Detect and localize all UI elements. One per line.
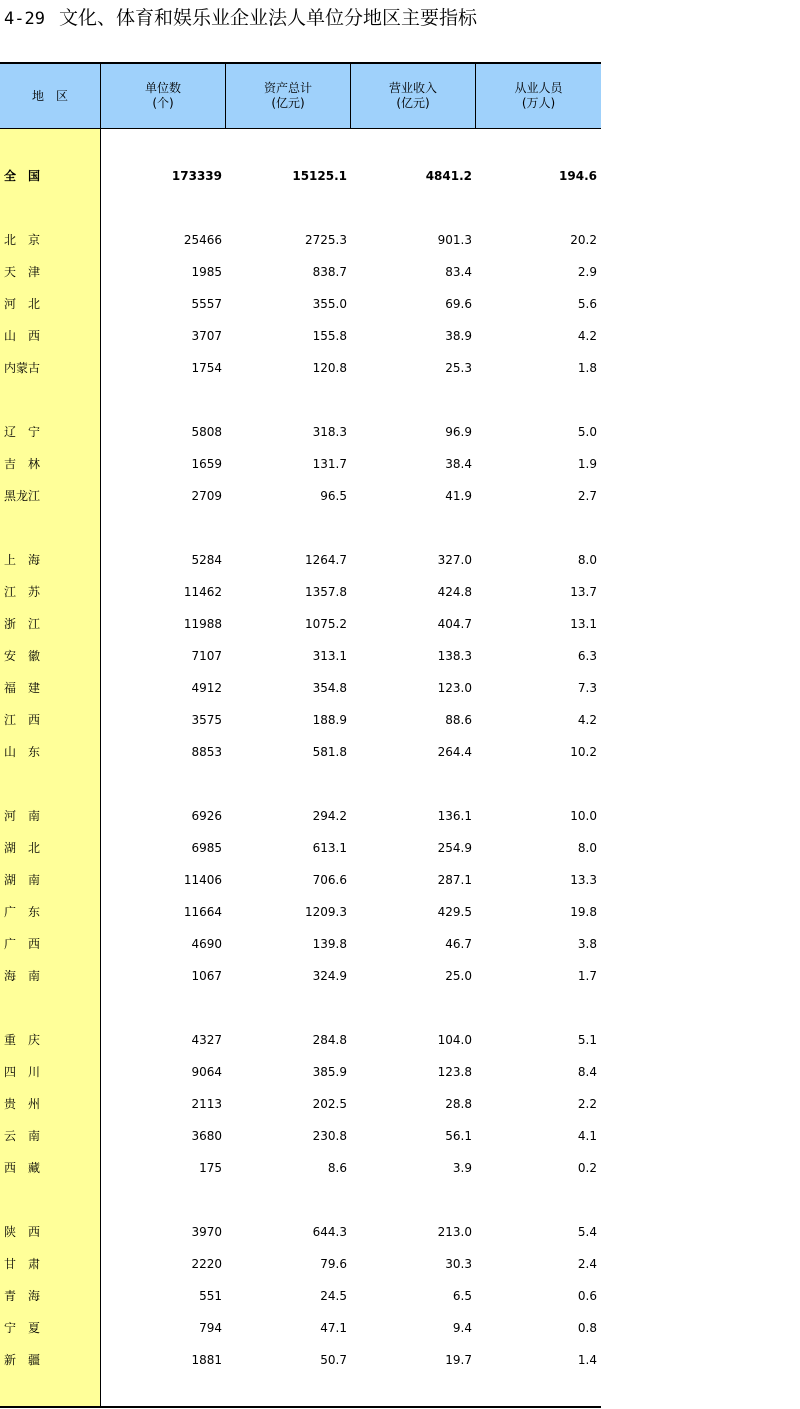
cell-units: 25466 bbox=[183, 233, 222, 247]
cell-assets: 355.0 bbox=[312, 297, 347, 311]
cell-assets: 96.5 bbox=[320, 489, 347, 503]
cell-employees: 6.3 bbox=[577, 649, 597, 663]
region-name: 重 庆 bbox=[4, 1033, 41, 1047]
region-name: 四 川 bbox=[4, 1065, 41, 1079]
cell-employees: 2.9 bbox=[577, 265, 597, 279]
cell-units: 794 bbox=[199, 1321, 222, 1335]
table-row bbox=[0, 358, 601, 378]
table-header bbox=[0, 64, 601, 129]
cell-employees: 194.6 bbox=[559, 169, 597, 183]
region-name: 甘 肃 bbox=[4, 1257, 41, 1271]
header-divider bbox=[475, 64, 476, 128]
region-name: 广 东 bbox=[4, 905, 41, 919]
cell-revenue: 38.9 bbox=[445, 329, 472, 343]
data-table bbox=[0, 62, 601, 1409]
cell-revenue: 19.7 bbox=[445, 1353, 472, 1367]
header-divider bbox=[350, 64, 351, 128]
cell-revenue: 424.8 bbox=[437, 585, 472, 599]
cell-employees: 3.8 bbox=[577, 937, 597, 951]
table-row bbox=[0, 678, 601, 698]
region-name: 江 苏 bbox=[4, 585, 41, 599]
region-name: 上 海 bbox=[4, 553, 41, 567]
cell-assets: 47.1 bbox=[320, 1321, 347, 1335]
cell-units: 3680 bbox=[191, 1129, 222, 1143]
region-name: 宁 夏 bbox=[4, 1321, 41, 1335]
table-title bbox=[4, 4, 477, 32]
table-row bbox=[0, 742, 601, 762]
cell-revenue: 4841.2 bbox=[425, 169, 472, 183]
cell-assets: 284.8 bbox=[312, 1033, 347, 1047]
table-title-text: 文化、体育和娱乐业企业法人单位分地区主要指标 bbox=[58, 7, 477, 29]
table-row bbox=[0, 454, 601, 474]
cell-revenue: 56.1 bbox=[445, 1129, 472, 1143]
cell-units: 11988 bbox=[183, 617, 222, 631]
cell-assets: 131.7 bbox=[312, 457, 347, 471]
cell-revenue: 38.4 bbox=[445, 457, 472, 471]
cell-units: 5557 bbox=[191, 297, 222, 311]
cell-assets: 838.7 bbox=[312, 265, 347, 279]
cell-revenue: 3.9 bbox=[452, 1161, 472, 1175]
cell-assets: 1264.7 bbox=[305, 553, 347, 567]
region-name: 安 徽 bbox=[4, 649, 41, 663]
cell-revenue: 264.4 bbox=[437, 745, 472, 759]
cell-units: 3970 bbox=[191, 1225, 222, 1239]
cell-employees: 13.7 bbox=[570, 585, 597, 599]
cell-employees: 13.1 bbox=[570, 617, 597, 631]
cell-assets: 202.5 bbox=[312, 1097, 347, 1111]
cell-units: 11406 bbox=[183, 873, 222, 887]
table-row bbox=[0, 1222, 601, 1242]
cell-units: 2113 bbox=[191, 1097, 222, 1111]
cell-assets: 50.7 bbox=[320, 1353, 347, 1367]
cell-assets: 706.6 bbox=[312, 873, 347, 887]
cell-units: 551 bbox=[199, 1289, 222, 1303]
table-row bbox=[0, 966, 601, 986]
cell-employees: 13.3 bbox=[570, 873, 597, 887]
header-revenue bbox=[351, 64, 475, 128]
cell-assets: 24.5 bbox=[320, 1289, 347, 1303]
cell-assets: 318.3 bbox=[312, 425, 347, 439]
table-row bbox=[0, 1094, 601, 1114]
cell-assets: 230.8 bbox=[312, 1129, 347, 1143]
table-row bbox=[0, 582, 601, 602]
cell-revenue: 136.1 bbox=[437, 809, 472, 823]
header-assets-label: 资产总计 bbox=[263, 81, 312, 95]
cell-employees: 4.2 bbox=[577, 713, 597, 727]
table-bottom-rule bbox=[0, 1406, 601, 1408]
region-name: 辽 宁 bbox=[4, 425, 41, 439]
table-row bbox=[0, 1350, 601, 1370]
table-row bbox=[0, 326, 601, 346]
cell-employees: 1.4 bbox=[577, 1353, 597, 1367]
table-row bbox=[0, 806, 601, 826]
cell-assets: 644.3 bbox=[312, 1225, 347, 1239]
cell-revenue: 9.4 bbox=[452, 1321, 472, 1335]
table-row bbox=[0, 1318, 601, 1338]
region-name: 天 津 bbox=[4, 265, 41, 279]
header-employees-label: 从业人员 bbox=[514, 81, 563, 95]
header-units bbox=[101, 64, 225, 128]
cell-employees: 5.1 bbox=[577, 1033, 597, 1047]
region-name: 河 北 bbox=[4, 297, 41, 311]
cell-revenue: 901.3 bbox=[437, 233, 472, 247]
cell-assets: 313.1 bbox=[312, 649, 347, 663]
cell-employees: 19.8 bbox=[570, 905, 597, 919]
region-name: 黑龙江 bbox=[4, 489, 41, 503]
region-name: 西 藏 bbox=[4, 1161, 41, 1175]
cell-assets: 8.6 bbox=[327, 1161, 347, 1175]
cell-employees: 20.2 bbox=[570, 233, 597, 247]
region-name: 山 东 bbox=[4, 745, 41, 759]
region-name: 海 南 bbox=[4, 969, 41, 983]
total-row bbox=[0, 166, 601, 186]
cell-units: 3575 bbox=[191, 713, 222, 727]
region-name: 云 南 bbox=[4, 1129, 41, 1143]
table-row bbox=[0, 262, 601, 282]
cell-revenue: 88.6 bbox=[445, 713, 472, 727]
region-name: 福 建 bbox=[4, 681, 41, 695]
cell-units: 1754 bbox=[191, 361, 222, 375]
region-name: 陕 西 bbox=[4, 1225, 41, 1239]
cell-assets: 2725.3 bbox=[305, 233, 347, 247]
cell-units: 9064 bbox=[191, 1065, 222, 1079]
cell-assets: 139.8 bbox=[312, 937, 347, 951]
cell-revenue: 123.0 bbox=[437, 681, 472, 695]
cell-employees: 7.3 bbox=[577, 681, 597, 695]
cell-revenue: 6.5 bbox=[452, 1289, 472, 1303]
region-column-background bbox=[0, 129, 100, 1406]
cell-revenue: 213.0 bbox=[437, 1225, 472, 1239]
cell-assets: 120.8 bbox=[312, 361, 347, 375]
cell-assets: 15125.1 bbox=[292, 169, 347, 183]
cell-employees: 4.2 bbox=[577, 329, 597, 343]
region-column-divider bbox=[100, 129, 101, 1406]
cell-units: 175 bbox=[199, 1161, 222, 1175]
cell-employees: 2.2 bbox=[577, 1097, 597, 1111]
cell-assets: 581.8 bbox=[312, 745, 347, 759]
region-name: 广 西 bbox=[4, 937, 41, 951]
header-employees-unit: (万人) bbox=[521, 96, 556, 110]
region-name: 内蒙古 bbox=[4, 361, 41, 375]
table-row bbox=[0, 230, 601, 250]
table-row bbox=[0, 1126, 601, 1146]
cell-assets: 1209.3 bbox=[305, 905, 347, 919]
cell-employees: 2.7 bbox=[577, 489, 597, 503]
cell-employees: 5.0 bbox=[577, 425, 597, 439]
table-row bbox=[0, 1062, 601, 1082]
table-row bbox=[0, 1254, 601, 1274]
cell-units: 173339 bbox=[171, 169, 222, 183]
cell-assets: 1357.8 bbox=[305, 585, 347, 599]
region-name: 浙 江 bbox=[4, 617, 41, 631]
cell-revenue: 254.9 bbox=[437, 841, 472, 855]
cell-employees: 2.4 bbox=[577, 1257, 597, 1271]
cell-assets: 354.8 bbox=[312, 681, 347, 695]
cell-employees: 8.4 bbox=[577, 1065, 597, 1079]
cell-units: 11462 bbox=[183, 585, 222, 599]
cell-units: 2220 bbox=[191, 1257, 222, 1271]
cell-units: 1067 bbox=[191, 969, 222, 983]
table-row bbox=[0, 710, 601, 730]
cell-units: 7107 bbox=[191, 649, 222, 663]
cell-revenue: 404.7 bbox=[437, 617, 472, 631]
region-name: 青 海 bbox=[4, 1289, 41, 1303]
header-divider bbox=[225, 64, 226, 128]
cell-employees: 8.0 bbox=[577, 841, 597, 855]
table-row bbox=[0, 422, 601, 442]
table-row bbox=[0, 838, 601, 858]
region-name: 江 西 bbox=[4, 713, 41, 727]
header-divider bbox=[100, 64, 101, 128]
cell-units: 5284 bbox=[191, 553, 222, 567]
cell-revenue: 138.3 bbox=[437, 649, 472, 663]
region-name: 新 疆 bbox=[4, 1353, 41, 1367]
header-region bbox=[0, 64, 100, 128]
table-row bbox=[0, 646, 601, 666]
cell-assets: 324.9 bbox=[312, 969, 347, 983]
table-row bbox=[0, 1158, 601, 1178]
cell-units: 8853 bbox=[191, 745, 222, 759]
table-row bbox=[0, 902, 601, 922]
cell-employees: 1.8 bbox=[577, 361, 597, 375]
header-assets bbox=[226, 64, 350, 128]
cell-revenue: 41.9 bbox=[445, 489, 472, 503]
table-row bbox=[0, 486, 601, 506]
cell-revenue: 25.0 bbox=[445, 969, 472, 983]
table-row bbox=[0, 550, 601, 570]
region-name: 湖 北 bbox=[4, 841, 41, 855]
header-employees bbox=[476, 64, 601, 128]
region-name: 山 西 bbox=[4, 329, 41, 343]
table-row bbox=[0, 1286, 601, 1306]
cell-revenue: 28.8 bbox=[445, 1097, 472, 1111]
cell-units: 4690 bbox=[191, 937, 222, 951]
cell-assets: 79.6 bbox=[320, 1257, 347, 1271]
cell-units: 6926 bbox=[191, 809, 222, 823]
region-name: 贵 州 bbox=[4, 1097, 41, 1111]
cell-assets: 155.8 bbox=[312, 329, 347, 343]
cell-assets: 188.9 bbox=[312, 713, 347, 727]
cell-revenue: 46.7 bbox=[445, 937, 472, 951]
cell-employees: 1.7 bbox=[577, 969, 597, 983]
cell-assets: 385.9 bbox=[312, 1065, 347, 1079]
cell-units: 2709 bbox=[191, 489, 222, 503]
table-number: 4-29 bbox=[4, 9, 45, 29]
table-row bbox=[0, 1030, 601, 1050]
cell-revenue: 83.4 bbox=[445, 265, 472, 279]
cell-revenue: 25.3 bbox=[445, 361, 472, 375]
cell-revenue: 429.5 bbox=[437, 905, 472, 919]
header-revenue-unit: (亿元) bbox=[396, 96, 430, 110]
cell-employees: 10.0 bbox=[570, 809, 597, 823]
cell-employees: 10.2 bbox=[570, 745, 597, 759]
cell-revenue: 69.6 bbox=[445, 297, 472, 311]
cell-employees: 0.8 bbox=[577, 1321, 597, 1335]
header-revenue-label: 营业收入 bbox=[388, 81, 437, 95]
table-row bbox=[0, 934, 601, 954]
region-name: 湖 南 bbox=[4, 873, 41, 887]
cell-revenue: 327.0 bbox=[437, 553, 472, 567]
header-units-unit: (个) bbox=[152, 96, 174, 110]
cell-assets: 613.1 bbox=[312, 841, 347, 855]
cell-employees: 8.0 bbox=[577, 553, 597, 567]
cell-revenue: 287.1 bbox=[437, 873, 472, 887]
table-row bbox=[0, 870, 601, 890]
header-units-label: 单位数 bbox=[144, 81, 181, 95]
cell-units: 3707 bbox=[191, 329, 222, 343]
cell-revenue: 30.3 bbox=[445, 1257, 472, 1271]
region-name: 吉 林 bbox=[4, 457, 41, 471]
cell-employees: 0.2 bbox=[577, 1161, 597, 1175]
cell-assets: 1075.2 bbox=[305, 617, 347, 631]
cell-revenue: 104.0 bbox=[437, 1033, 472, 1047]
region-name: 河 南 bbox=[4, 809, 41, 823]
header-region-label: 地 区 bbox=[31, 88, 68, 103]
cell-units: 4327 bbox=[191, 1033, 222, 1047]
region-name: 全 国 bbox=[4, 169, 41, 183]
cell-employees: 4.1 bbox=[577, 1129, 597, 1143]
cell-units: 1881 bbox=[191, 1353, 222, 1367]
cell-assets: 294.2 bbox=[312, 809, 347, 823]
cell-units: 5808 bbox=[191, 425, 222, 439]
cell-units: 11664 bbox=[183, 905, 222, 919]
cell-units: 6985 bbox=[191, 841, 222, 855]
cell-revenue: 123.8 bbox=[437, 1065, 472, 1079]
cell-units: 4912 bbox=[191, 681, 222, 695]
cell-employees: 1.9 bbox=[577, 457, 597, 471]
cell-employees: 0.6 bbox=[577, 1289, 597, 1303]
region-name: 北 京 bbox=[4, 233, 41, 247]
cell-employees: 5.4 bbox=[577, 1225, 597, 1239]
cell-employees: 5.6 bbox=[577, 297, 597, 311]
cell-revenue: 96.9 bbox=[445, 425, 472, 439]
table-row bbox=[0, 294, 601, 314]
table-row bbox=[0, 614, 601, 634]
header-assets-unit: (亿元) bbox=[271, 96, 305, 110]
cell-units: 1985 bbox=[191, 265, 222, 279]
cell-units: 1659 bbox=[191, 457, 222, 471]
